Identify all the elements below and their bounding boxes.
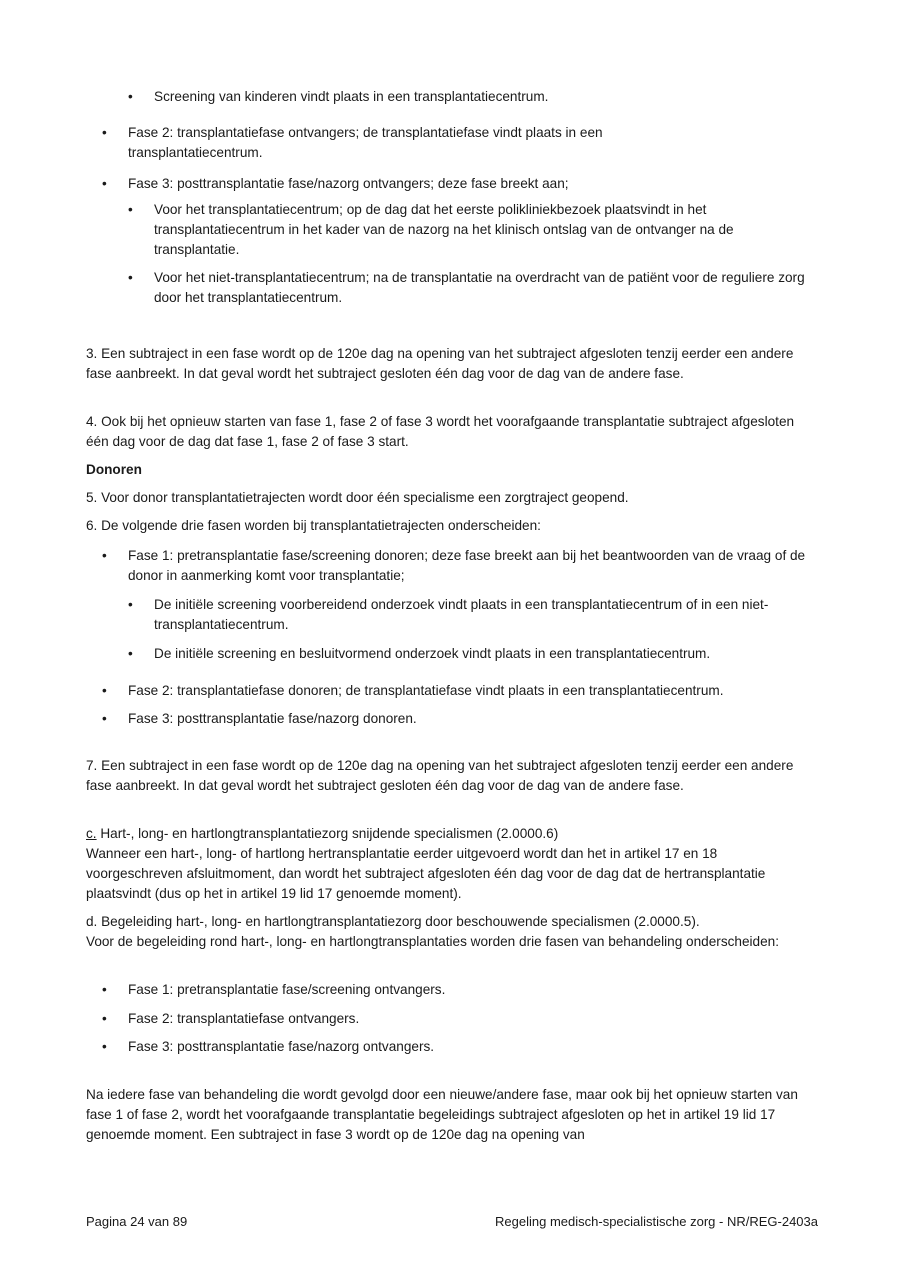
bullet-icon: •: [102, 125, 107, 140]
bullet-icon: •: [128, 202, 133, 217]
paragraph-4: 4. Ook bij het opnieuw starten van fase 1, fase 2 of fase 3 wordt het voorafgaande transplantatie subtraject afgesloten één dag voor de dag dat fase 1, fase 2 of fase 3 start.: [86, 414, 795, 449]
list-item: [102, 1037, 818, 1057]
section-d-body: Voor de begeleiding rond hart-, long- en hartlongtransplantaties worden drie fasen van behandeling onderscheiden:: [86, 934, 780, 949]
list-item: [128, 644, 818, 664]
section-c-body: Wanneer een hart-, long- of hartlong hertransplantatie eerder uitgevoerd wordt dan het in artikel 17 en 18 voorgeschreven afsluitmoment, dan wordt het subtraject afgesloten één dag voor de dag dat de hertransplantatie plaatsvindt (dus op het in artikel 19 lid 17 genoemde moment).: [86, 846, 766, 901]
bullet-icon: •: [102, 982, 107, 997]
list-item: [102, 1009, 818, 1029]
list-item: [128, 595, 818, 635]
list-item: [128, 268, 818, 308]
section-heading-donoren: Donoren: [86, 462, 142, 477]
bullet-icon: •: [128, 646, 133, 661]
list-item: [102, 980, 818, 1000]
bullet-icon: •: [128, 270, 133, 285]
bullet-icon: •: [102, 1011, 107, 1026]
list-item-text: Fase 3: posttransplantatie fase/nazorg ontvangers.: [128, 1039, 435, 1054]
list-item-text: Voor het transplantatiecentrum; op de dag dat het eerste polikliniekbezoek plaatsvindt in het transplantatiecentrum in het kader van de nazorg na het klinisch ontslag van de ontvanger na de transplantatie.: [154, 202, 734, 257]
paragraph-5: 5. Voor donor transplantatietrajecten wordt door één specialisme een zorgtraject geopend.: [86, 490, 629, 505]
list-item-text: Screening van kinderen vindt plaats in een transplantatiecentrum.: [154, 89, 549, 104]
list-item: [128, 87, 818, 107]
list-item-text: Voor het niet-transplantatiecentrum; na de transplantatie na overdracht van de patiënt voor de reguliere zorg door het transplantatiecentrum.: [154, 270, 805, 305]
bullet-icon: •: [128, 89, 133, 104]
list-item: [102, 123, 668, 163]
list-item: [102, 681, 818, 701]
list-item: [102, 174, 818, 194]
list-item-text: De initiële screening en besluitvormend onderzoek vindt plaats in een transplantatiecentrum.: [154, 646, 711, 661]
bullet-icon: •: [102, 548, 107, 563]
paragraph-6: 6. De volgende drie fasen worden bij transplantatietrajecten onderscheiden:: [86, 518, 541, 533]
paragraph-7: 7. Een subtraject in een fase wordt op de 120e dag na opening van het subtraject afgesloten tenzij eerder een andere fase aanbreekt. In dat geval wordt het subtraject gesloten één dag voor de dag van de andere fase.: [86, 758, 794, 793]
bullet-icon: •: [102, 683, 107, 698]
section-c-label: c.: [86, 826, 97, 841]
section-c-title: Hart-, long- en hartlongtransplantatiezorg snijdende specialismen (2.0000.6): [96, 826, 559, 841]
bullet-icon: •: [102, 1039, 107, 1054]
paragraph-3: 3. Een subtraject in een fase wordt op de 120e dag na opening van het subtraject afgesloten tenzij eerder een andere fase aanbreekt. In dat geval wordt het subtraject gesloten één dag voor de dag van de andere fase.: [86, 346, 794, 381]
list-item-text: Fase 2: transplantatiefase donoren; de transplantatiefase vindt plaats in een transplantatiecentrum.: [128, 683, 724, 698]
list-item-text: Fase 1: pretransplantatie fase/screening donoren; deze fase breekt aan bij het beantwoorden van de vraag of de donor in aanmerking komt voor transplantatie;: [128, 548, 806, 583]
section-d: [86, 912, 816, 952]
list-item: [128, 200, 818, 260]
footer-page-number: Pagina 24 van 89: [86, 1214, 188, 1229]
list-item: [102, 546, 818, 586]
list-item-text: Fase 1: pretransplantatie fase/screening ontvangers.: [128, 982, 446, 997]
list-item-text: Fase 2: transplantatiefase ontvangers.: [128, 1011, 360, 1026]
list-item-text: Fase 3: posttransplantatie fase/nazorg ontvangers; deze fase breekt aan;: [128, 176, 569, 191]
bullet-icon: •: [102, 176, 107, 191]
list-item-text: Fase 2: transplantatiefase ontvangers; de transplantatiefase vindt plaats in een transplantatiecentrum.: [128, 125, 603, 160]
bullet-icon: •: [102, 711, 107, 726]
list-item-text: Fase 3: posttransplantatie fase/nazorg donoren.: [128, 711, 417, 726]
section-d-title: d. Begeleiding hart-, long- en hartlongtransplantatiezorg door beschouwende specialismen (2.0000.5).: [86, 914, 700, 929]
list-item: [102, 709, 818, 729]
paragraph-final: Na iedere fase van behandeling die wordt gevolgd door een nieuwe/andere fase, maar ook bij het opnieuw starten van fase 1 of fase 2, wordt het voorafgaande transplantatie begeleidings subtraject afgesloten op het in artikel 19 lid 17 genoemde moment. Een subtraject in fase 3 wordt op de 120e dag na opening van: [86, 1087, 798, 1142]
list-item-text: De initiële screening voorbereidend onderzoek vindt plaats in een transplantatiecentrum of in een niet-transplantatiecentrum.: [154, 597, 769, 632]
footer-document-title: Regeling medisch-specialistische zorg - NR/REG-2403a: [495, 1214, 818, 1229]
bullet-icon: •: [128, 597, 133, 612]
section-c: [86, 824, 776, 904]
